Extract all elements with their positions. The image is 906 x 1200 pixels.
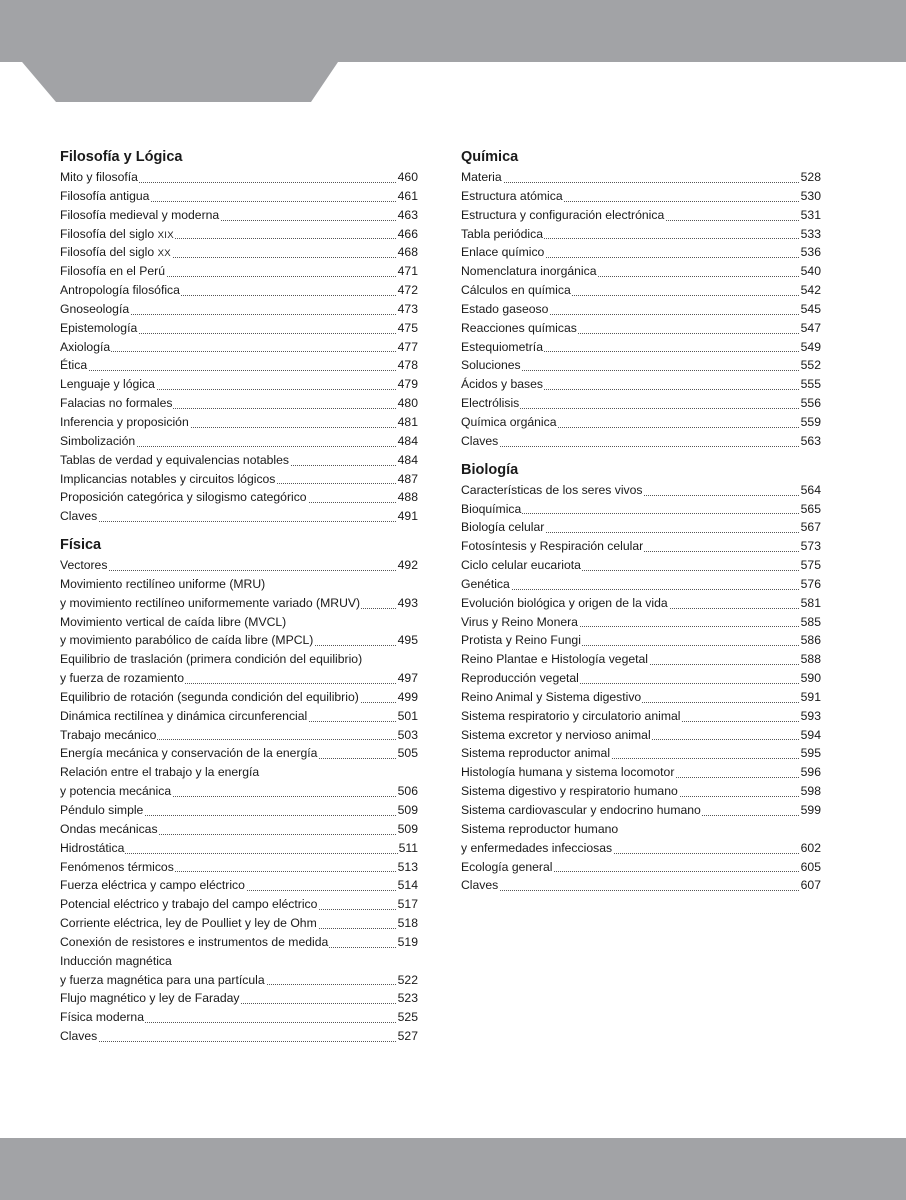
toc-entry — [461, 375, 821, 394]
toc-entry — [461, 650, 821, 669]
entry-title: Implicancias notables y circuitos lógicos — [60, 471, 276, 486]
entry-title: y fuerza de rozamiento — [60, 671, 184, 686]
toc-entry — [461, 876, 821, 895]
toc-entry — [461, 669, 821, 688]
toc-entry — [60, 707, 418, 726]
entry-title: Bioquímica — [461, 501, 522, 516]
entry-title: Sistema reproductor animal — [461, 746, 611, 761]
toc-entry — [461, 763, 821, 782]
entry-title: Ácidos y bases — [461, 377, 543, 392]
entry-page-number: 475 — [397, 319, 418, 338]
dot-leader — [461, 446, 821, 447]
toc-entry — [461, 413, 821, 432]
toc-entry — [461, 356, 821, 375]
entry-title: Histología humana y sistema locomotor — [461, 765, 675, 780]
toc-entry — [461, 858, 821, 877]
toc-right-column — [461, 146, 821, 895]
entry-title: Biología celular — [461, 520, 545, 535]
entry-page-number: 466 — [397, 225, 418, 244]
entry-title: Hidrostática — [60, 840, 125, 855]
toc-entry — [60, 933, 418, 952]
entry-page-number: 527 — [397, 1027, 418, 1046]
entry-page-number: 565 — [800, 500, 821, 519]
entry-page-number: 556 — [800, 394, 821, 413]
dot-leader — [60, 521, 418, 522]
entry-title: Claves — [461, 878, 499, 893]
entry-page-number: 542 — [800, 281, 821, 300]
toc-entry — [461, 594, 821, 613]
toc-entry — [60, 914, 418, 933]
entry-page-number: 461 — [397, 187, 418, 206]
entry-title: Proposición categórica y silogismo categórico — [60, 490, 307, 505]
entry-title: Enlace químico — [461, 245, 545, 260]
entry-page-number: 495 — [397, 631, 418, 650]
toc-section-quimica — [461, 146, 821, 451]
entry-page-number: 530 — [800, 187, 821, 206]
toc-entry — [60, 432, 418, 451]
entry-page-number: 481 — [397, 413, 418, 432]
entry-title: Estado gaseoso — [461, 301, 549, 316]
entry-page-number: 501 — [397, 707, 418, 726]
entry-page-number: 460 — [397, 168, 418, 187]
entry-page-number: 593 — [800, 707, 821, 726]
toc-entry — [461, 688, 821, 707]
toc-entry — [461, 225, 821, 244]
entry-page-number: 540 — [800, 262, 821, 281]
section-title: Física — [60, 537, 102, 554]
dot-leader — [60, 1041, 418, 1042]
toc-entry — [60, 413, 418, 432]
toc-entry — [60, 451, 418, 470]
toc-entry — [60, 1008, 418, 1027]
entry-page-number: 605 — [800, 858, 821, 877]
entry-title: Características de los seres vivos — [461, 482, 643, 497]
toc-entry — [461, 262, 821, 281]
toc-entry — [60, 763, 418, 782]
entry-page-number: 491 — [397, 507, 418, 526]
entry-page-number: 487 — [397, 470, 418, 489]
toc-entry — [60, 206, 418, 225]
entry-page-number: 555 — [800, 375, 821, 394]
toc-entry — [60, 507, 418, 526]
entry-title: Péndulo simple — [60, 803, 144, 817]
toc-entry — [60, 839, 418, 858]
toc-entry — [60, 338, 418, 357]
entry-page-number: 509 — [397, 801, 418, 820]
entry-page-number: 517 — [397, 895, 418, 914]
entry-title: Filosofía antigua — [60, 188, 150, 203]
entry-page-number: 518 — [397, 914, 418, 933]
entry-title: Movimiento rectilíneo uniforme (MRU) — [60, 576, 266, 591]
entry-title: Claves — [60, 509, 98, 524]
entry-title: Tablas de verdad y equivalencias notables — [60, 452, 290, 467]
entry-title: Filosofía en el Perú — [60, 264, 166, 279]
entry-page-number: 588 — [800, 650, 821, 669]
toc-section-fisica — [60, 534, 418, 1046]
entry-page-number: 585 — [800, 613, 821, 632]
toc-entry — [60, 575, 418, 594]
toc-entry — [461, 481, 821, 500]
entry-title: Ciclo celular eucariota — [461, 558, 581, 573]
toc-entry — [461, 744, 821, 763]
toc-entry — [461, 319, 821, 338]
entry-page-number: 519 — [397, 933, 418, 952]
entry-page-number: 559 — [800, 413, 821, 432]
entry-page-number: 531 — [800, 206, 821, 225]
entry-page-number: 514 — [397, 876, 418, 895]
entry-page-number: 607 — [800, 876, 821, 895]
entry-title: Nomenclatura inorgánica — [461, 264, 597, 279]
entry-page-number: 581 — [800, 594, 821, 613]
entry-title: Química orgánica — [461, 414, 557, 429]
toc-entry — [461, 707, 821, 726]
entry-title: Reacciones químicas — [461, 320, 577, 335]
entry-title: Sistema cardiovascular y endocrino humano — [461, 803, 701, 817]
toc-entry — [461, 631, 821, 650]
entry-page-number: 590 — [800, 669, 821, 688]
entry-title: Simbolización — [60, 433, 136, 448]
entry-title: Estructura y configuración electrónica — [461, 207, 665, 222]
entry-title: Mito y filosofía — [60, 170, 138, 184]
entry-title: Soluciones — [461, 358, 521, 373]
toc-section-filosofia-y-logica — [60, 146, 418, 526]
toc-entry — [60, 895, 418, 914]
entry-page-number: 528 — [800, 168, 821, 187]
toc-entry — [60, 375, 418, 394]
toc-entry — [461, 575, 821, 594]
entry-title: Equilibrio de rotación (segunda condición del equilibrio) — [60, 689, 359, 704]
entry-page-number: 599 — [800, 801, 821, 820]
toc-entry — [461, 187, 821, 206]
entry-title: Virus y Reino Monera — [461, 614, 578, 629]
dot-leader — [60, 370, 418, 371]
toc-entry — [60, 470, 418, 489]
toc-left-column — [60, 146, 418, 1046]
entry-title: Cálculos en química — [461, 283, 571, 298]
toc-entry — [60, 989, 418, 1008]
entry-title: Corriente eléctrica, ley de Poulliet y ley de Ohm — [60, 916, 317, 931]
toc-entry — [60, 631, 418, 650]
toc-entry — [60, 319, 418, 338]
entry-page-number: 525 — [397, 1008, 418, 1027]
entry-title: Genética — [461, 576, 510, 591]
entry-page-number: 473 — [397, 300, 418, 319]
toc-entry — [60, 187, 418, 206]
entry-title: Fuerza eléctrica y campo eléctrico — [60, 878, 245, 893]
entry-title: Inferencia y proposición — [60, 414, 189, 429]
toc-entry — [60, 394, 418, 413]
toc-entry — [461, 206, 821, 225]
toc-entry — [461, 839, 821, 858]
entry-title: Sistema excretor y nervioso animal — [461, 727, 651, 742]
entry-title: y fuerza magnética para una partícula — [60, 972, 265, 987]
entry-page-number: 505 — [397, 744, 418, 763]
entry-title: Electrólisis — [461, 396, 520, 411]
entry-page-number: 509 — [397, 820, 418, 839]
toc-entry — [461, 500, 821, 519]
toc-entry — [60, 971, 418, 990]
entry-title: Filosofía del siglo XX — [60, 245, 171, 260]
entry-title: Claves — [461, 433, 499, 448]
toc-entry — [461, 394, 821, 413]
entry-page-number: 591 — [800, 688, 821, 707]
entry-title: Gnoseología — [60, 301, 130, 316]
entry-page-number: 506 — [397, 782, 418, 801]
toc-entry — [461, 537, 821, 556]
dot-leader — [60, 351, 418, 352]
entry-page-number: 503 — [397, 726, 418, 745]
entry-title: Filosofía del siglo XIX — [60, 226, 174, 241]
entry-title: Ondas mecánicas — [60, 821, 158, 836]
entry-title: Fotosíntesis y Respiración celular — [461, 539, 644, 554]
entry-title: y movimiento rectilíneo uniformemente variado (MRUV) — [60, 595, 361, 610]
entry-page-number: 484 — [397, 451, 418, 470]
entry-page-number: 463 — [397, 206, 418, 225]
entry-title: Ética — [60, 358, 88, 373]
toc-entry — [461, 243, 821, 262]
toc-section-biologia — [461, 459, 821, 896]
entry-title: Estequiometría — [461, 339, 543, 354]
entry-page-number: 602 — [800, 839, 821, 858]
toc-entry — [60, 744, 418, 763]
entry-page-number: 564 — [800, 481, 821, 500]
toc-entry — [60, 300, 418, 319]
dot-leader — [60, 570, 418, 571]
entry-title: Falacias no formales — [60, 396, 173, 411]
entry-title: Ecología general — [461, 859, 553, 874]
entry-title: Sistema digestivo y respiratorio humano — [461, 784, 678, 799]
entry-title: Reino Plantae e Histología vegetal — [461, 652, 648, 667]
entry-title: y potencia mecánica — [60, 784, 172, 799]
toc-entry — [461, 300, 821, 319]
entry-page-number: 480 — [397, 394, 418, 413]
toc-entry — [60, 225, 418, 244]
entry-title: Equilibrio de traslación (primera condición del equilibrio) — [60, 652, 363, 667]
entry-title: Protista y Reino Fungi — [461, 633, 581, 648]
toc-entry — [60, 243, 418, 262]
entry-title: Evolución biológica y origen de la vida — [461, 595, 668, 610]
entry-title: Flujo magnético y ley de Faraday — [60, 991, 240, 1006]
entry-page-number: 573 — [800, 537, 821, 556]
entry-page-number: 488 — [397, 488, 418, 507]
entry-page-number: 586 — [800, 631, 821, 650]
toc-entry — [60, 613, 418, 632]
entry-title: Sistema respiratorio y circulatorio animal — [461, 708, 681, 723]
toc-entry — [60, 726, 418, 745]
entry-page-number: 471 — [397, 262, 418, 281]
entry-title: Estructura atómica — [461, 188, 563, 203]
toc-entry — [60, 594, 418, 613]
toc-entry — [461, 782, 821, 801]
entry-title: Epistemología — [60, 320, 138, 335]
entry-page-number: 595 — [800, 744, 821, 763]
entry-title: Claves — [60, 1029, 98, 1044]
entry-page-number: 513 — [397, 858, 418, 877]
entry-title: Vectores — [60, 558, 108, 573]
entry-title: y movimiento parabólico de caída libre (MPCL) — [60, 633, 314, 648]
toc-entry — [461, 518, 821, 537]
toc-entry — [461, 338, 821, 357]
toc-entry — [461, 613, 821, 632]
toc-entry — [60, 1027, 418, 1046]
toc-entry — [461, 281, 821, 300]
entry-title: Axiología — [60, 339, 111, 354]
toc-entry — [60, 356, 418, 375]
toc-entry — [60, 281, 418, 300]
toc-entry — [461, 801, 821, 820]
toc-entry — [60, 801, 418, 820]
entry-page-number: 533 — [800, 225, 821, 244]
entry-title: Relación entre el trabajo y la energía — [60, 765, 260, 780]
entry-title: Movimiento vertical de caída libre (MVCL) — [60, 614, 287, 629]
entry-page-number: 567 — [800, 518, 821, 537]
toc-entry — [461, 432, 821, 451]
entry-page-number: 575 — [800, 556, 821, 575]
toc-entry — [60, 168, 418, 187]
entry-title: Filosofía medieval y moderna — [60, 207, 220, 222]
entry-page-number: 552 — [800, 356, 821, 375]
toc-entry — [60, 556, 418, 575]
entry-page-number: 468 — [397, 243, 418, 262]
toc-entry — [461, 168, 821, 187]
toc-entry — [461, 726, 821, 745]
toc-entry — [60, 488, 418, 507]
entry-title: Fenómenos térmicos — [60, 859, 174, 874]
entry-title: Conexión de resistores e instrumentos de medida — [60, 934, 329, 949]
toc-entry — [461, 820, 821, 839]
toc-entry — [461, 556, 821, 575]
dot-leader — [461, 589, 821, 590]
toc-entry — [60, 876, 418, 895]
entry-page-number: 576 — [800, 575, 821, 594]
entry-title: Reino Animal y Sistema digestivo — [461, 689, 642, 704]
entry-title: Sistema reproductor humano — [461, 821, 619, 836]
entry-title: Inducción magnética — [60, 953, 172, 968]
dot-leader — [461, 890, 821, 891]
footer-band — [0, 1138, 906, 1200]
entry-page-number: 472 — [397, 281, 418, 300]
entry-page-number: 545 — [800, 300, 821, 319]
entry-title: Dinámica rectilínea y dinámica circunferencial — [60, 708, 308, 723]
toc-entry — [60, 650, 418, 669]
entry-page-number: 511 — [398, 839, 418, 858]
dot-leader — [461, 182, 821, 183]
toc-entry — [60, 952, 418, 971]
entry-title: y enfermedades infecciosas — [461, 840, 613, 855]
entry-page-number: 493 — [397, 594, 418, 613]
entry-page-number: 478 — [397, 356, 418, 375]
entry-page-number: 598 — [800, 782, 821, 801]
entry-title: Física moderna — [60, 1010, 144, 1025]
entry-page-number: 523 — [397, 989, 418, 1008]
header-tab-shape — [0, 0, 906, 102]
entry-title: Reproducción vegetal — [461, 671, 579, 686]
toc-entry — [60, 820, 418, 839]
entry-page-number: 547 — [800, 319, 821, 338]
entry-title: Potencial eléctrico y trabajo del campo eléctrico — [60, 897, 318, 912]
entry-page-number: 484 — [397, 432, 418, 451]
toc-entry — [60, 782, 418, 801]
toc-entry — [60, 669, 418, 688]
entry-page-number: 536 — [800, 243, 821, 262]
entry-page-number: 479 — [397, 375, 418, 394]
section-title: Química — [461, 149, 519, 165]
entry-title: Materia — [461, 170, 502, 184]
entry-page-number: 594 — [800, 726, 821, 745]
toc-entry — [60, 262, 418, 281]
entry-title: Lenguaje y lógica — [60, 377, 155, 392]
entry-page-number: 497 — [397, 669, 418, 688]
toc-entry — [60, 688, 418, 707]
entry-page-number: 477 — [397, 338, 418, 357]
entry-title: Trabajo mecánico — [60, 727, 157, 742]
entry-page-number: 522 — [397, 971, 418, 990]
entry-page-number: 596 — [800, 763, 821, 782]
entry-title: Antropología filosófica — [60, 283, 180, 298]
entry-page-number: 549 — [800, 338, 821, 357]
entry-page-number: 492 — [397, 556, 418, 575]
entry-page-number: 563 — [800, 432, 821, 451]
section-title: Biología — [461, 461, 519, 478]
entry-title: Energía mecánica y conservación de la energía — [60, 746, 318, 761]
toc-entry — [60, 858, 418, 877]
entry-page-number: 499 — [397, 688, 418, 707]
entry-title: Tabla periódica — [461, 226, 543, 241]
section-title: Filosofía y Lógica — [60, 149, 183, 165]
